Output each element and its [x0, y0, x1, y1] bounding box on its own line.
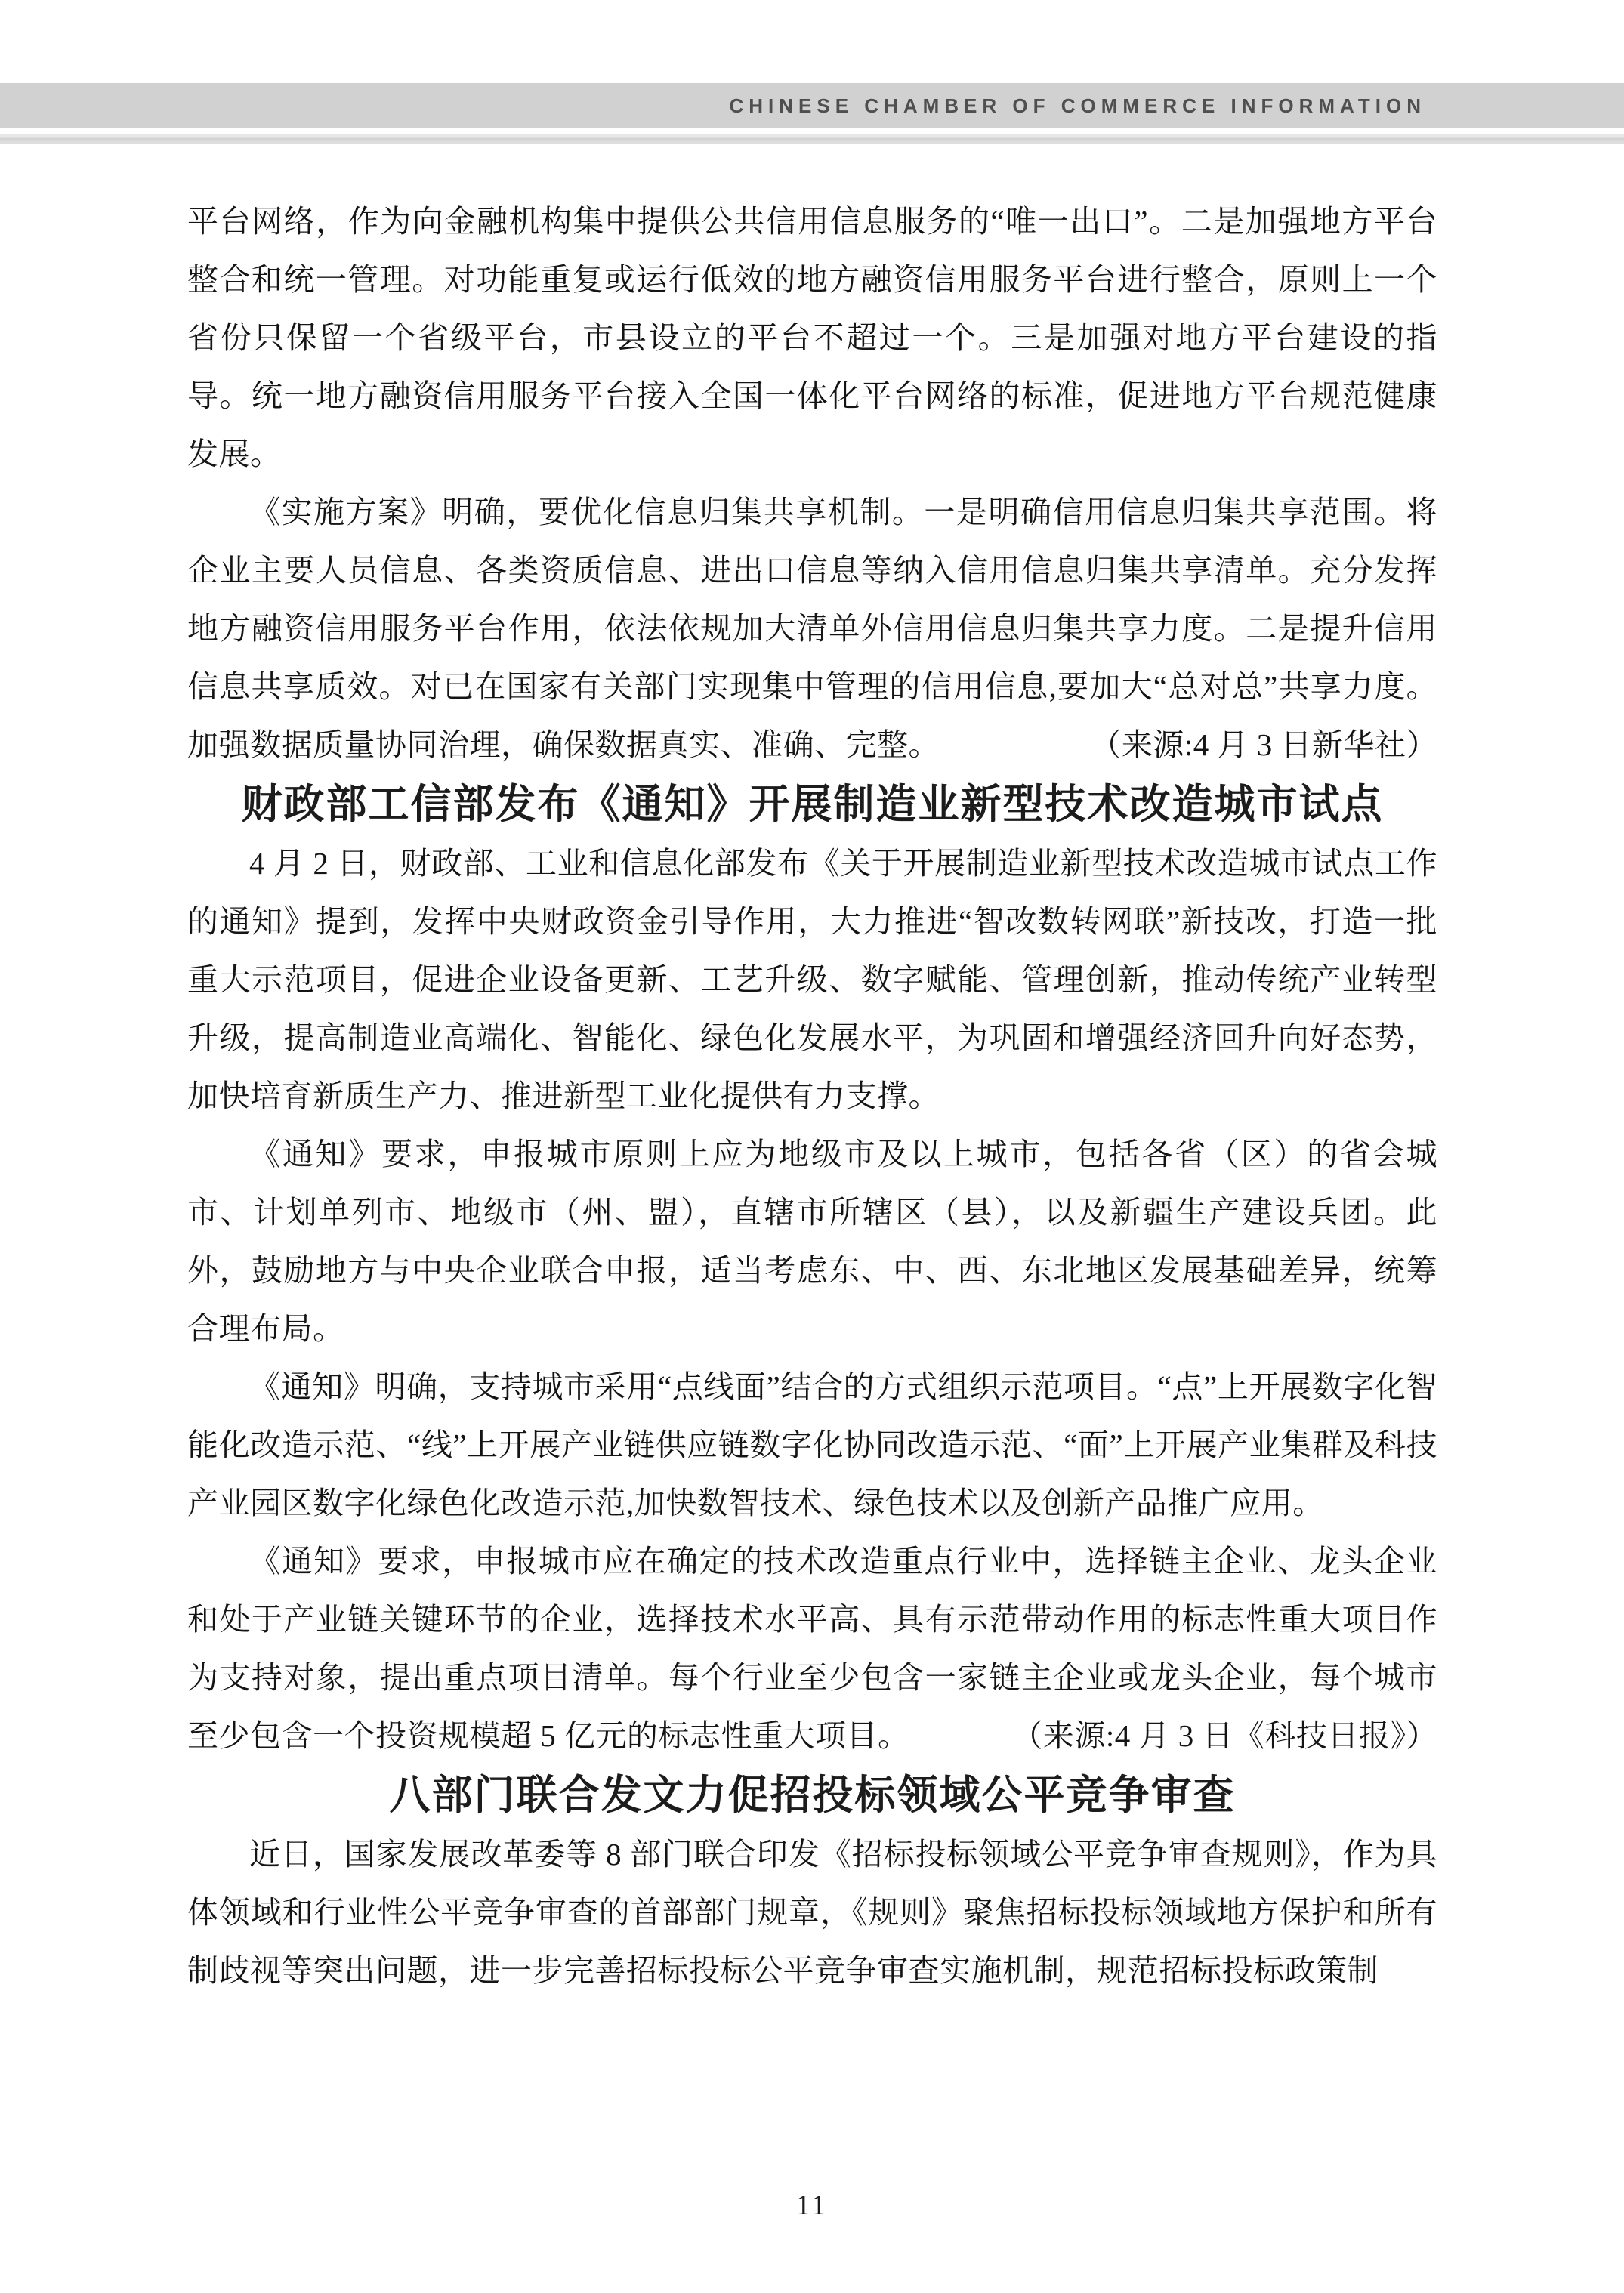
source-attribution: （来源:4 月 3 日《科技日报》）: [1011, 1718, 1437, 1753]
header-subband: [0, 134, 1624, 144]
article-3-heading: 八部门联合发文力促招投标领域公平竞争审查: [389, 1773, 1236, 1818]
paragraph-text: 《实施方案》明确，要优化信息归集共享机制。一是明确信用信息归集共享范围。将企业主要人员信息、各类资质信息、进出口信息等纳入信用信息归集共享清单。充分发挥地方融资信用服务平台作用，依法依规加大清单外信用信息归集共享力度。二是提升信用信息共享质效。对已在国家有关部门实现集中管理的信用信息,要加大“总对总”共享力度。加强数据质量协同治理，确保数据真实、准确、完整。: [187, 495, 1437, 762]
header-banner-text: CHINESE CHAMBER OF COMMERCE INFORMATION: [729, 94, 1426, 117]
paragraph: 平台网络，作为向金融机构集中提供公共信用信息服务的“唯一出口”。二是加强地方平台整合和统一管理。对功能重复或运行低效的地方融资信用服务平台进行整合，原则上一个省份只保留一个省级平台，市县设立的平台不超过一个。三是加强对地方平台建设的指导。统一地方融资信用服务平台接入全国一体化平台网络的标准，促进地方平台规范健康发展。: [187, 204, 1437, 471]
paragraph: 4 月 2 日，财政部、工业和信息化部发布《关于开展制造业新型技术改造城市试点工作的通知》提到，发挥中央财政资金引导作用，大力推进“智改数转网联”新技改，打造一批重大示范项目，促进企业设备更新、工艺升级、数字赋能、管理创新，推动传统产业转型升级，提高制造业高端化、智能化、绿色化发展水平，为巩固和增强经济回升向好态势，加快培育新质生产力、推进新型工业化提供有力支撑。: [187, 846, 1437, 1113]
paragraph: 近日，国家发展改革委等 8 部门联合印发《招标投标领域公平竞争审查规则》，作为具体领域和行业性公平竞争审查的首部部门规章，《规则》聚焦招标投标领域地方保护和所有制歧视等突出问题，进一步完善招标投标公平竞争审查实施机制，规范招标投标政策制: [187, 1837, 1437, 1988]
paragraph: 《通知》要求，申报城市原则上应为地级市及以上城市，包括各省（区）的省会城市、计划单列市、地级市（州、盟），直辖市所辖区（县），以及新疆生产建设兵团。此外，鼓励地方与中央企业联合申报，适当考虑东、中、西、东北地区发展基础差异，统筹合理布局。: [187, 1137, 1437, 1346]
paragraph: [187, 1532, 1437, 1765]
page-number: 11: [795, 2190, 829, 2221]
source-attribution: （来源:4 月 3 日新华社）: [1090, 727, 1437, 762]
article-2-heading: 财政部工信部发布《通知》开展制造业新型技术改造城市试点: [241, 782, 1384, 827]
paragraph-text: 《通知》要求，申报城市应在确定的技术改造重点行业中，选择链主企业、龙头企业和处于产业链关键环节的企业，选择技术水平高、具有示范带动作用的标志性重大项目作为支持对象，提出重点项目清单。每个行业至少包含一家链主企业或龙头企业，每个城市至少包含一个投资规模超 5 亿元的标志性重大项目。: [187, 1544, 1437, 1753]
article-content: [187, 193, 1437, 2000]
paragraph: [187, 483, 1437, 774]
paragraph: 《通知》明确，支持城市采用“点线面”结合的方式组织示范项目。“点”上开展数字化智能化改造示范、“线”上开展产业链供应链数字化协同改造示范、“面”上开展产业集群及科技产业园区数字化绿色化改造示范,加快数智技术、绿色技术以及创新产品推广应用。: [187, 1369, 1437, 1520]
header-band: [0, 83, 1624, 128]
